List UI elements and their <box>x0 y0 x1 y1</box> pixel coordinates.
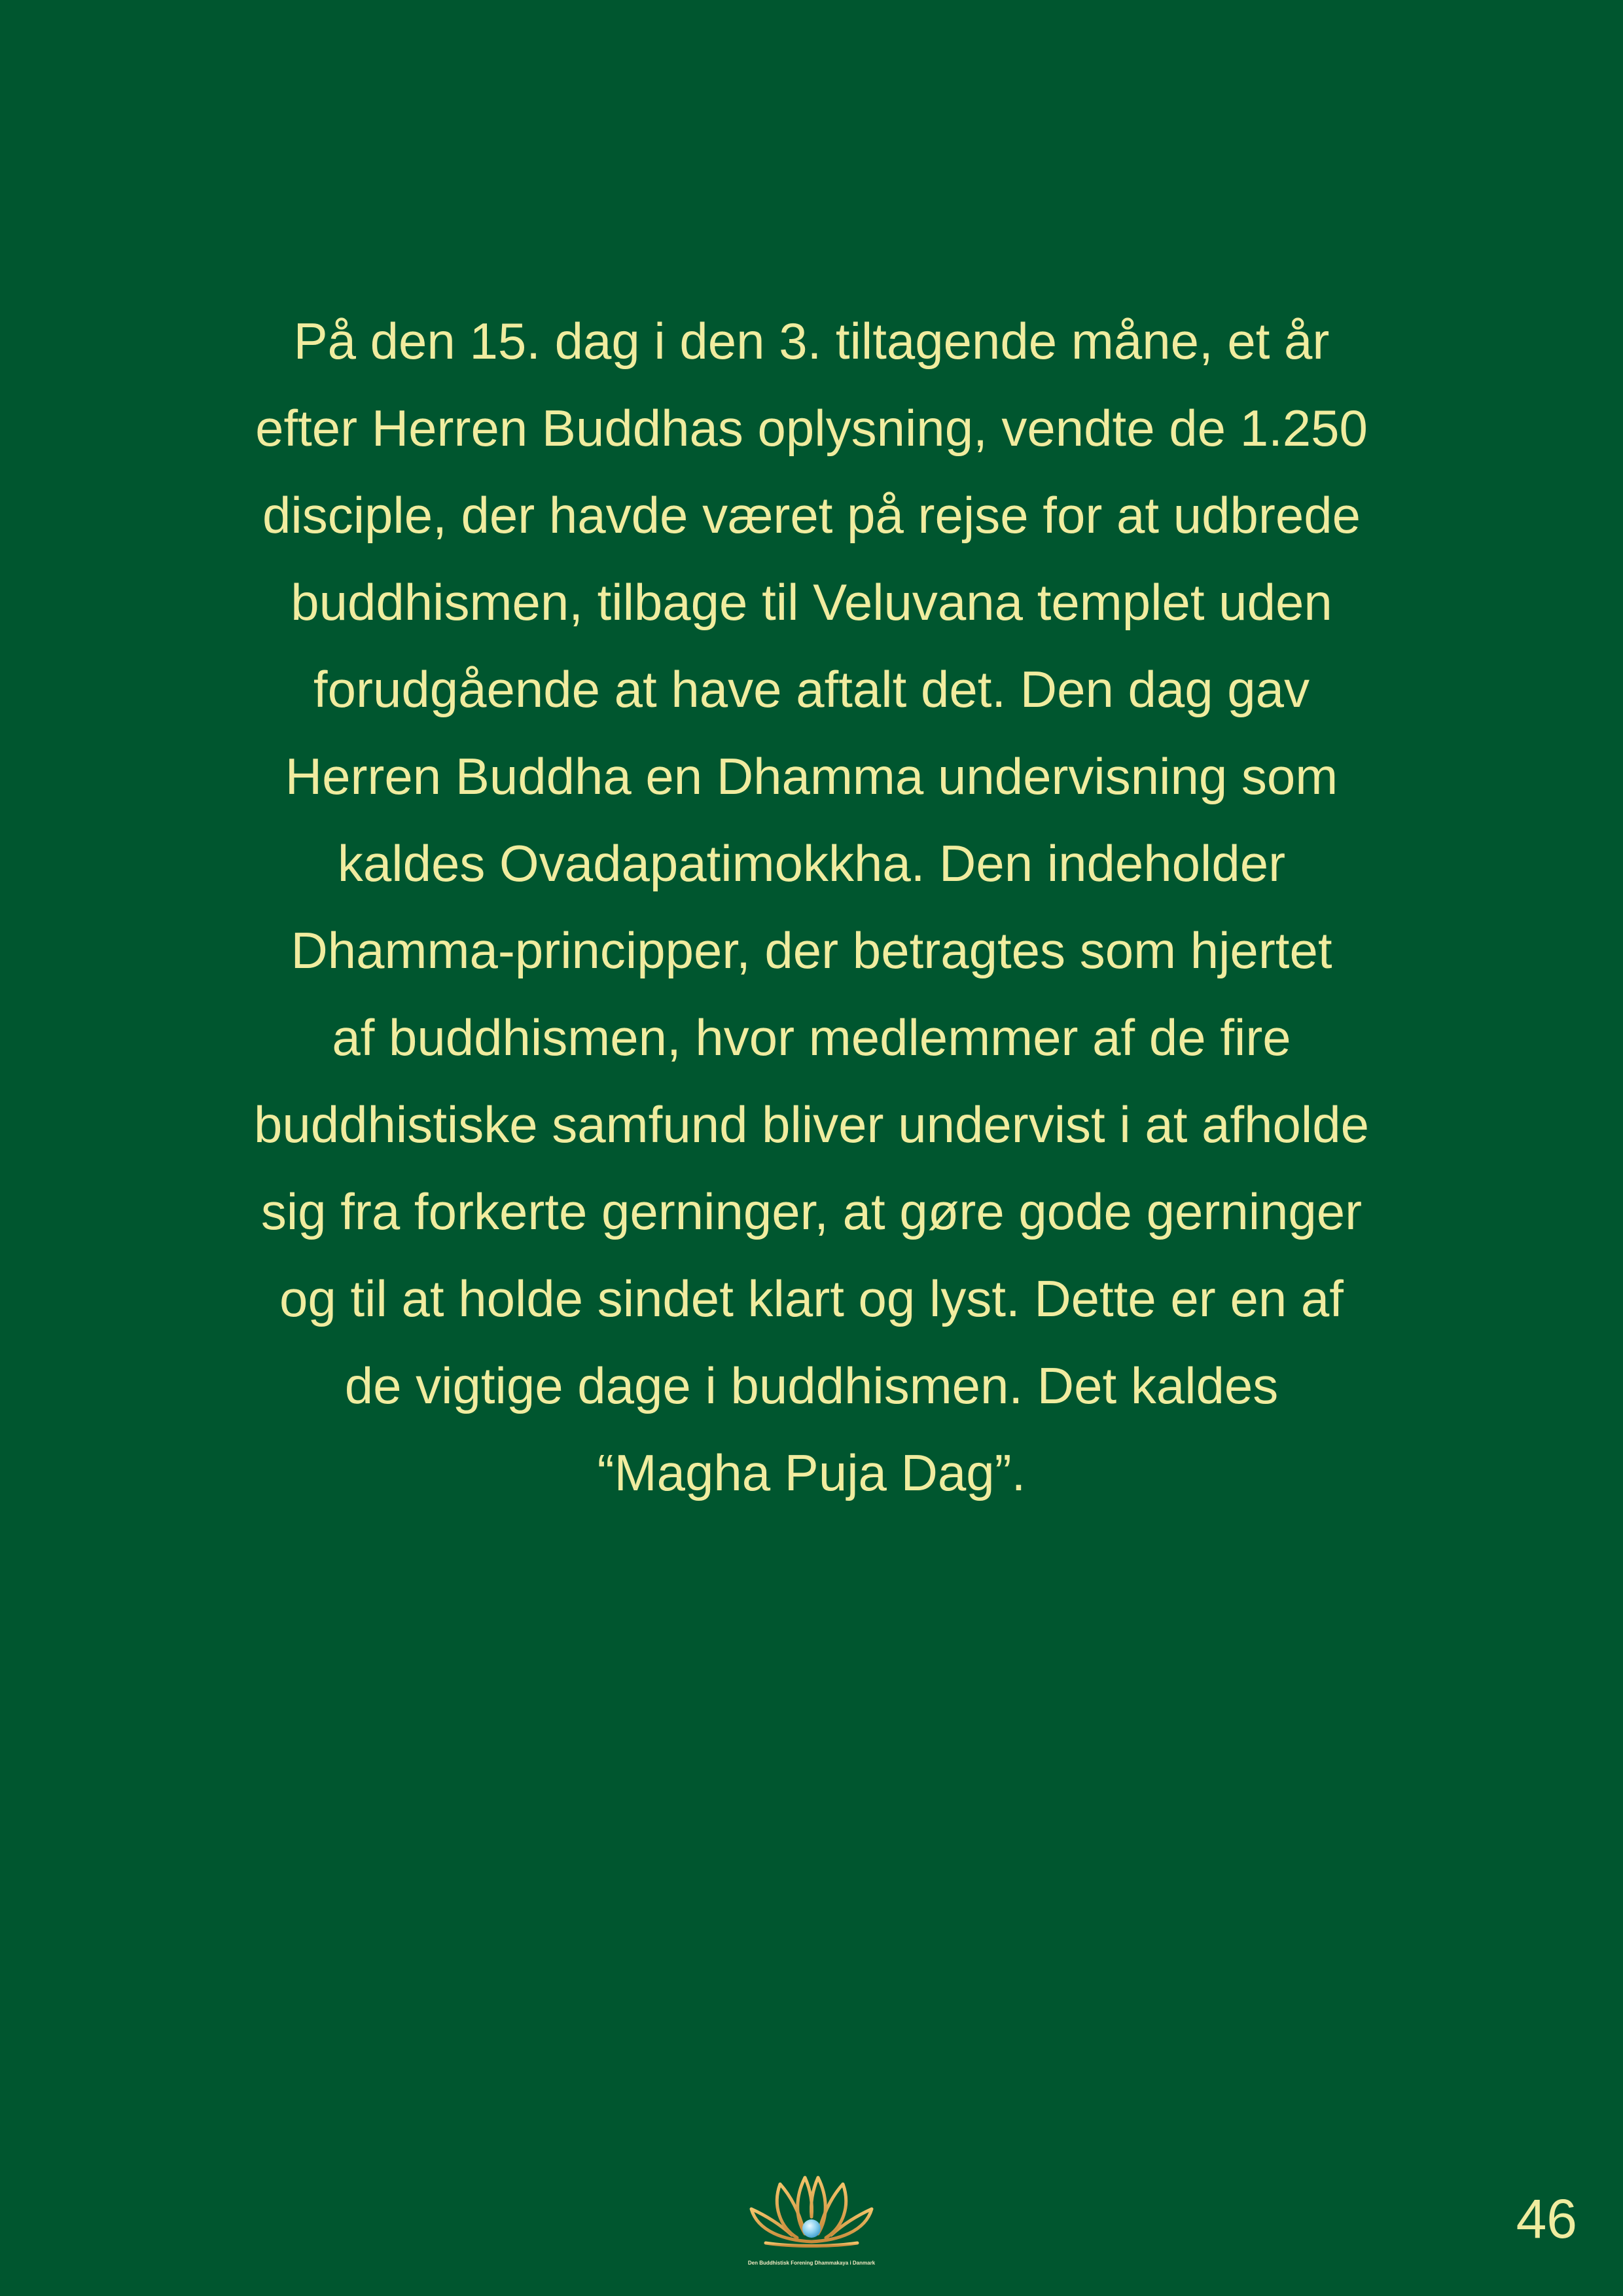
paragraph-line: Dhamma-principper, der betragtes som hjertet <box>291 922 1332 979</box>
page-number: 46 <box>1516 2188 1577 2250</box>
paragraph-line: Herren Buddha en Dhamma undervisning som <box>285 747 1338 805</box>
paragraph-line: og til at holde sindet klart og lyst. Dette er en af <box>279 1270 1344 1327</box>
paragraph-line: forudgående at have aftalt det. Den dag gav <box>313 660 1310 718</box>
paragraph-line: de vigtige dage i buddhismen. Det kaldes <box>344 1357 1279 1414</box>
paragraph-line: kaldes Ovadapatimokkha. Den indeholder <box>337 834 1286 892</box>
paragraph-line: buddhismen, tilbage til Veluvana templet uden <box>291 573 1332 631</box>
paragraph-line: På den 15. dag i den 3. tiltagende måne, et år <box>293 312 1330 370</box>
logo-caption: Den Buddhistisk Forening Dhammakaya i Danmark <box>747 2260 876 2266</box>
paragraph-line: “Magha Puja Dag”. <box>597 1444 1026 1501</box>
lotus-logo-icon <box>746 2170 877 2248</box>
paragraph-line: efter Herren Buddhas oplysning, vendte de 1.250 <box>255 399 1368 457</box>
paragraph-line: sig fra forkerte gerninger, at gøre gode gerninger <box>260 1183 1363 1240</box>
paragraph-line: disciple, der havde været på rejse for at udbrede <box>262 486 1361 544</box>
paragraph-line: buddhistiske samfund bliver undervist i at afholde <box>254 1096 1369 1153</box>
paragraph-line: af buddhismen, hvor medlemmer af de fire <box>332 1009 1291 1066</box>
body-paragraph <box>131 298 1492 1516</box>
